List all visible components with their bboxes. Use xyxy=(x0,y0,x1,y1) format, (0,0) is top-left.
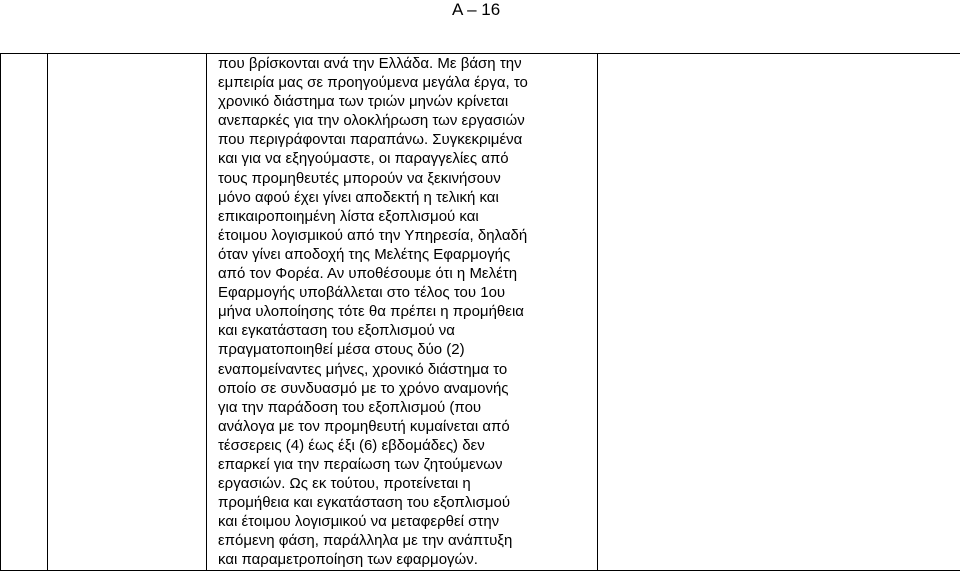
table-cell-comment xyxy=(207,54,598,571)
comment-text: που βρίσκονται ανά την Ελλάδα. Με βάση την εμπειρία μας σε προηγούμενα μεγάλα έργα, το χρονικό διάστημα των τριών μηνών κρίνεται ανεπαρκές για την ολοκλήρωση των εργασιών που περιγράφονται παραπάνω. Συγκεκριμένα και για να εξηγούμαστε, οι παραγγελίες από τους προμηθευτές μπορούν να ξεκινήσουν μόνο αφού έχει γίνει αποδεκτή η τελική και επικαιροποιημένη λίστα εξοπλισμού και έτοιμου λογισμικού από την Υπηρεσία, δηλαδή όταν γίνει αποδοχή της Μελέτης Εφαρμογής από τον Φορέα. Αν υποθέσουμε ότι η Μελέτη Εφαρμογής υποβάλλεται στο τέλος του 1ου μήνα υλοποίησης τότε θα πρέπει η προμήθεια και εγκατάσταση του εξοπλισμού να πραγματοποιηθεί μέσα στους δύο (2) εναπομείναντες μήνες, χρονικό διάστημα το οποίο σε συνδυασμό με το χρόνο αναμονής για την παράδοση του εξοπλισμού (που ανάλογα με τον προμηθευτή κυμαίνεται από τέσσερεις (4) έως έξι (6) εβδομάδες) δεν επαρκεί για την περαίωση των ζητούμενων εργασιών. Ως εκ τούτου, προτείνεται η προμήθεια και εγκατάσταση του εξοπλισμού και έτοιμου λογισμικού να μεταφερθεί στην επόμενη φάση, παράλληλα με την ανάπτυξη και παραμετροποίηση των εφαρμογών. xyxy=(207,54,597,570)
table-cell-response xyxy=(598,54,960,571)
table-row xyxy=(1,54,960,571)
table-cell-index xyxy=(1,54,48,571)
page-number: Α – 16 xyxy=(452,0,500,20)
document-table xyxy=(0,53,960,571)
table-cell-category xyxy=(48,54,207,571)
